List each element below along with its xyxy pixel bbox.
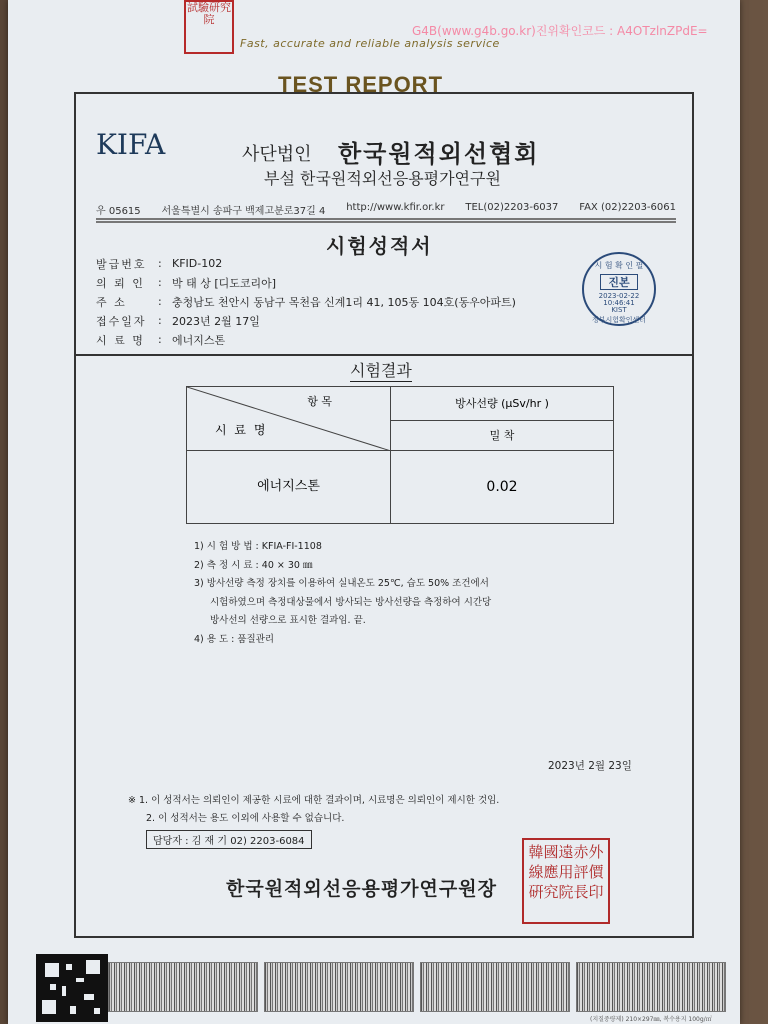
info-row: 의 뢰 인 : 박 태 상 [디도코리아] — [96, 276, 277, 290]
results-title: 시험결과 — [350, 358, 412, 382]
footnote-line: ※ 1. 이 성적서는 의뢰인이 제공한 시료에 대한 결과이며, 시료명은 의뢰인이 제시한 것임. — [128, 795, 500, 806]
subsidiary-name: 부설 한국원적외선응용평가연구원 — [264, 169, 501, 188]
barcode-strip-2 — [264, 962, 414, 1012]
kifa-logo: KIFA — [96, 128, 166, 161]
stamp-main-text: 진본 — [600, 274, 638, 290]
footnotes — [128, 792, 499, 828]
test-notes — [194, 538, 491, 649]
result-value-cell: 0.02 — [486, 479, 518, 495]
table-corner-cell — [187, 387, 391, 451]
note-line: 4) 용 도 : 품질관리 — [194, 633, 275, 645]
info-value: 2023년 2월 17일 — [172, 314, 260, 328]
tel-number: TEL(02)2203-6037 — [465, 202, 559, 213]
director-seal: 韓國遠赤外線應用評價硏究院長印 — [522, 838, 610, 924]
info-label: 접수일자 — [96, 314, 147, 328]
test-report-heading: TEST REPORT — [278, 72, 444, 97]
info-value: KFID-102 — [172, 257, 223, 270]
section-rule — [76, 354, 692, 356]
report-paper — [8, 0, 740, 1024]
postal-code: 우 05615 — [96, 206, 141, 217]
top-seal-stamp: 試驗研究院 — [184, 0, 234, 54]
stamp-org: KIST — [611, 306, 627, 314]
note-line: 2) 측 정 시 료 : 40 × 30 ㎜ — [194, 559, 313, 571]
qr-code — [36, 954, 108, 1022]
stamp-date: 2023-02-22 — [598, 292, 640, 300]
diagonal-line — [187, 387, 391, 451]
address-line — [96, 202, 676, 216]
info-value: 에너지스톤 — [172, 333, 226, 347]
info-value: 충청남도 천안시 동남구 목천읍 신계1리 41, 105동 104호(동우아파트) — [172, 295, 516, 309]
info-value: 박 태 상 [디도코리아] — [172, 276, 277, 290]
note-line: 시험하였으며 측정대상물에서 방사되는 방사선량을 측정하여 시간당 — [210, 596, 492, 608]
document-title: 시험성적서 — [326, 234, 433, 258]
info-label: 시 료 명 — [96, 333, 145, 347]
results-table — [186, 386, 614, 524]
info-row: 접수일자 : 2023년 2월 17일 — [96, 314, 260, 328]
director-signature-line: 한국원적외선응용평가연구원장 — [226, 878, 497, 900]
measure-header: 방사선량 (μSv/hr ) — [391, 387, 613, 421]
item-label: 항 목 — [307, 395, 332, 408]
sample-name-cell: 에너지스톤 — [187, 451, 391, 523]
issue-date: 2023년 2월 23일 — [548, 760, 632, 772]
contact-person: 담당자 : 김 재 기 02) 2203-6084 — [146, 830, 312, 849]
street-address: 서울특별시 송파구 백제고분로37길 4 — [161, 206, 326, 217]
info-label: 의 뢰 인 — [96, 276, 145, 290]
info-row: 주 소 : 충청남도 천안시 동남구 목천읍 신계1리 41, 105동 104호(동우아파트) — [96, 295, 516, 309]
barcode-strip-1 — [108, 962, 258, 1012]
organization-name: 한국원적외선협회 — [338, 140, 540, 168]
info-label: 발급번호 — [96, 257, 147, 271]
double-rule — [96, 218, 676, 223]
stamp-top-text: 시 험 확 인 필 — [594, 261, 644, 270]
footnote-line: 2. 이 성적서는 용도 이외에 사용할 수 없습니다. — [146, 813, 345, 824]
info-block — [96, 254, 516, 349]
measure-subheader: 밀 착 — [391, 421, 613, 451]
sample-label: 시 료 명 — [215, 423, 268, 437]
note-line: 방사선의 선량으로 표시한 결과임. 끝. — [210, 615, 366, 626]
website-link: http://www.kfir.or.kr — [346, 202, 445, 213]
fax-number: FAX (02)2203-6061 — [579, 202, 676, 213]
service-tagline: Fast, accurate and reliable analysis service — [240, 37, 500, 50]
authenticity-stamp — [582, 252, 656, 326]
barcode-strip-4 — [576, 962, 726, 1012]
note-line: 1) 시 험 방 법 : KFIA-FI-1108 — [194, 541, 322, 552]
stamp-time: 10:46:41 — [603, 299, 635, 307]
info-label: 주 소 — [96, 295, 127, 309]
verification-code: G4B(www.g4b.go.kr)진위확인코드 : A4OTzlnZPdE= — [412, 24, 708, 38]
barcode-strip-3 — [420, 962, 570, 1012]
info-row: 시 료 명 : 에너지스톤 — [96, 333, 226, 347]
stamp-bottom-text: 정부시험확인센터 — [591, 316, 647, 324]
note-line: 3) 방사선량 측정 장치를 이용하여 실내온도 25℃, 습도 50% 조건에서 — [194, 578, 489, 589]
report-frame — [74, 92, 694, 938]
corp-prefix: 사단법인 — [242, 144, 312, 165]
info-row: 발급번호 : KFID-102 — [96, 257, 223, 271]
paper-size-note: (지질중량제) 210×297㎜, 복수용지 100g/㎡ — [590, 1016, 712, 1023]
